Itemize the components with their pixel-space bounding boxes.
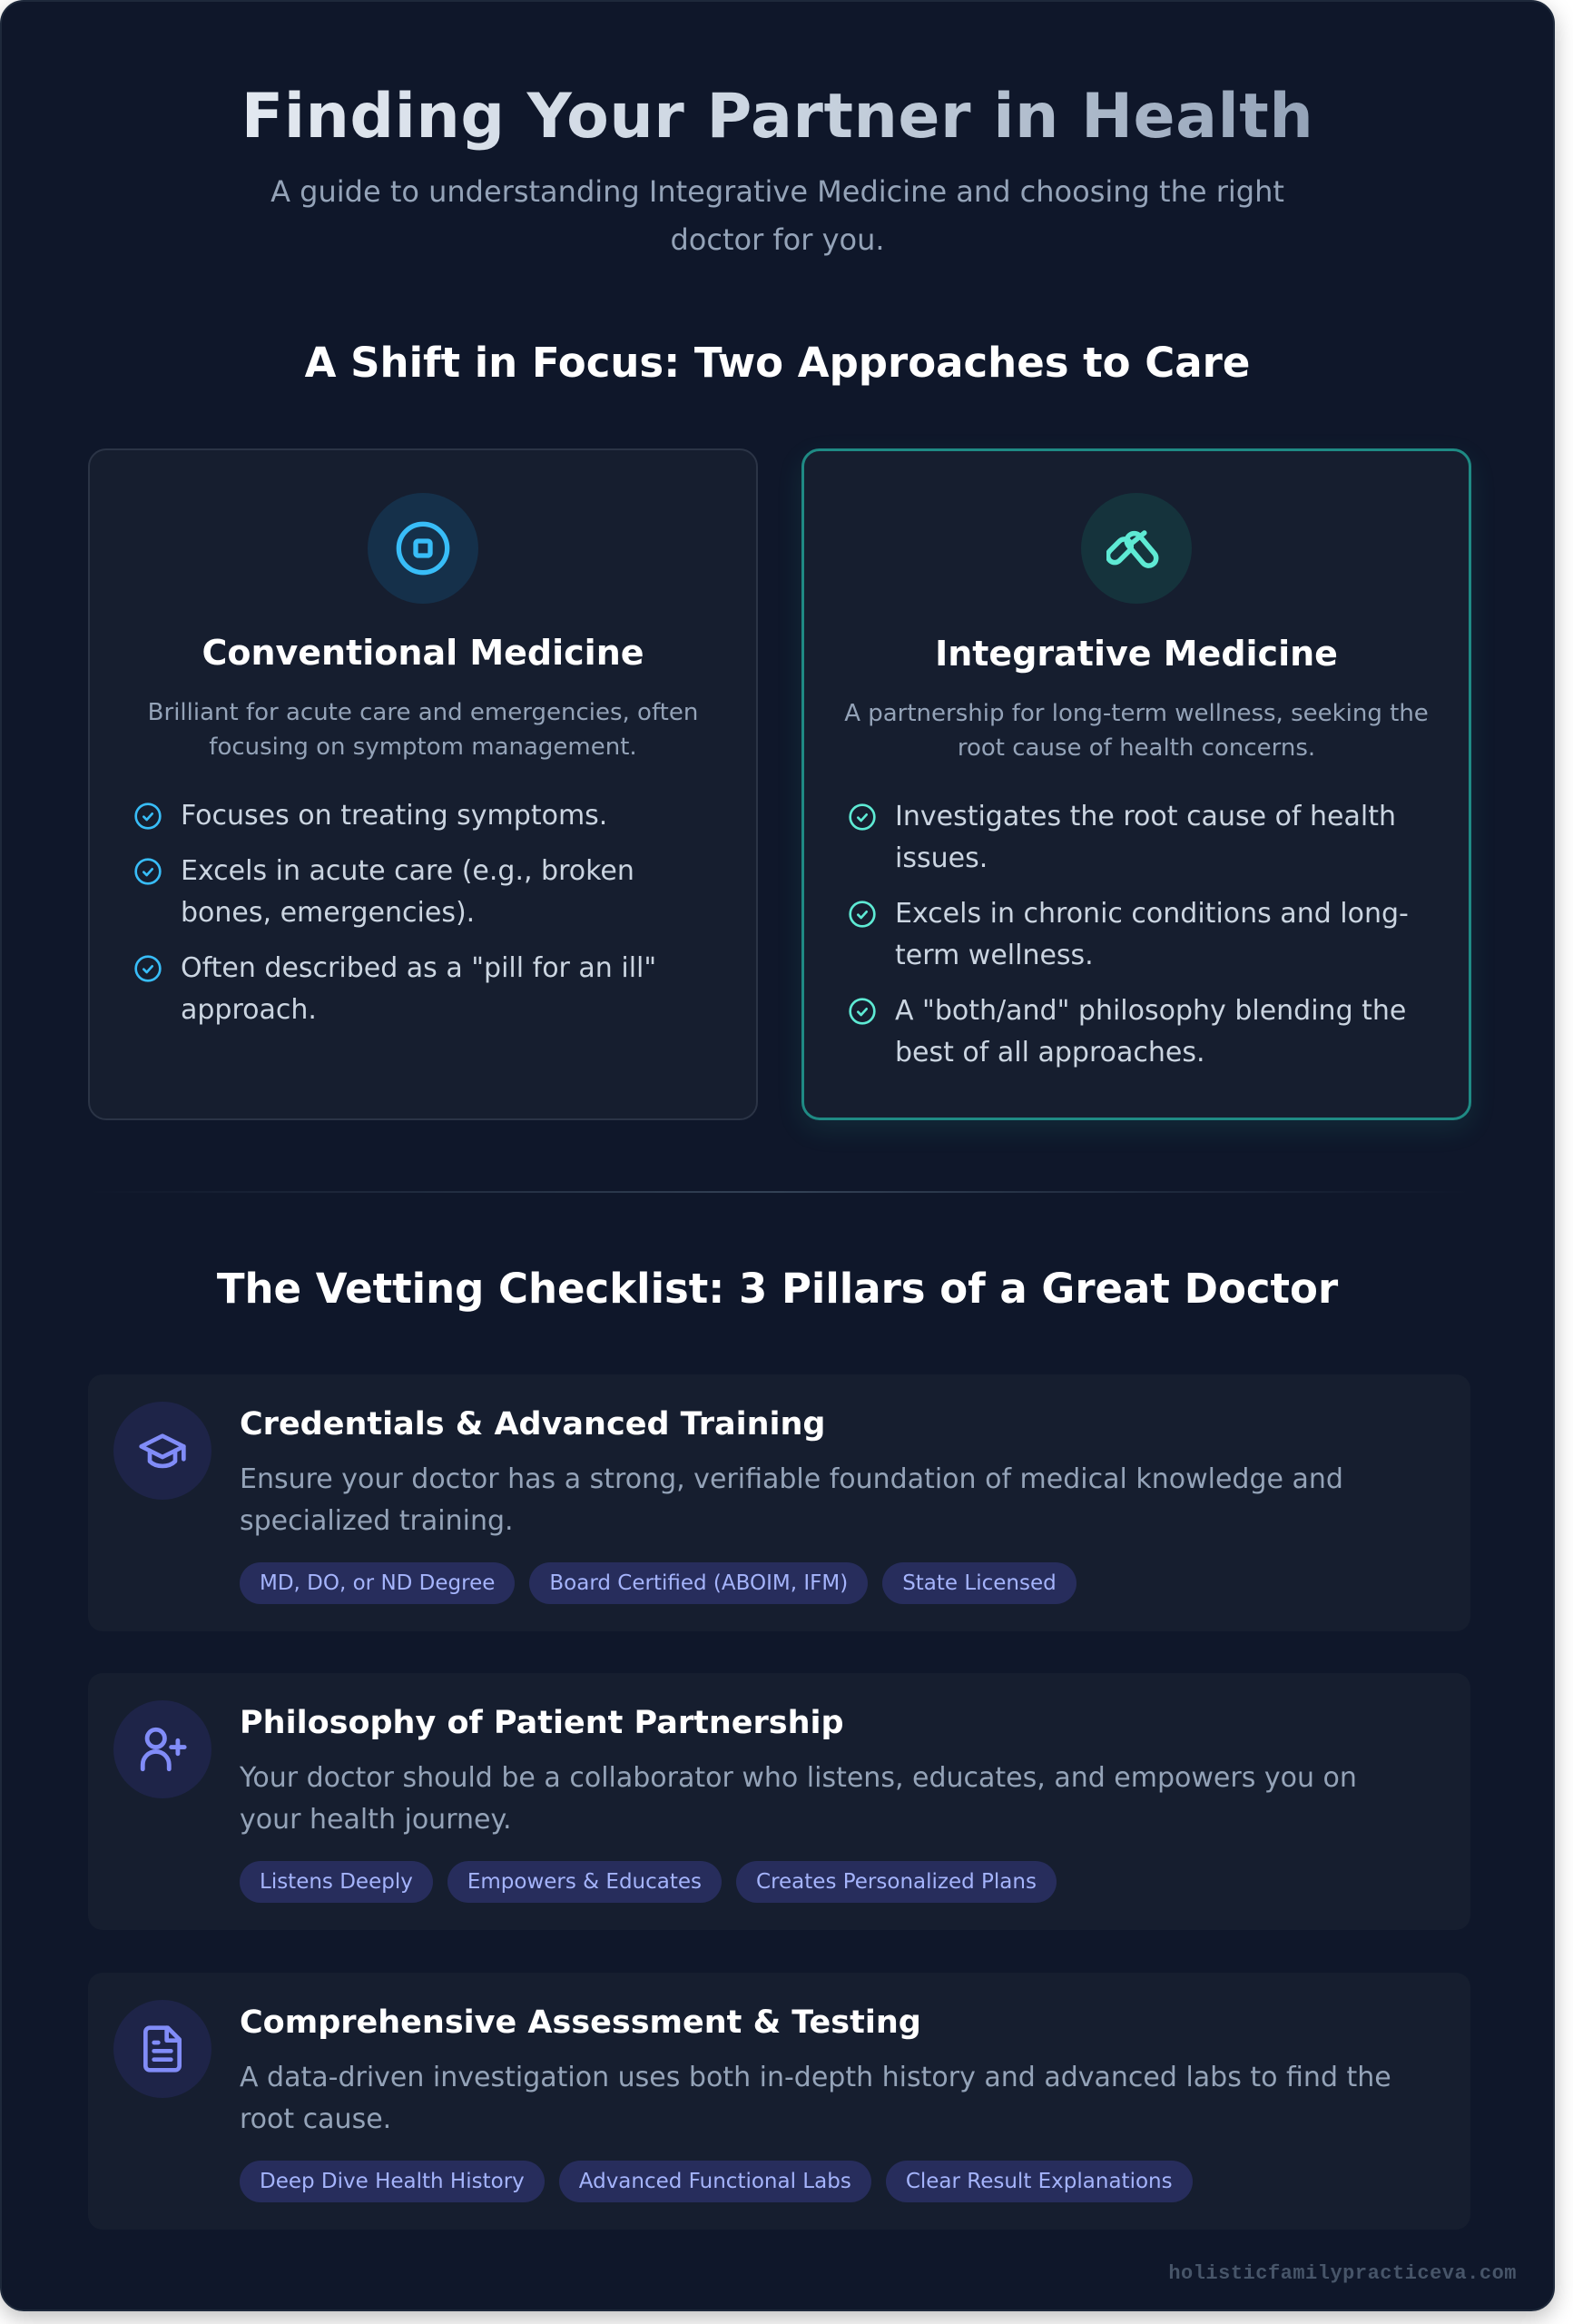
list-item (848, 990, 1432, 1074)
pillar-icon-badge (113, 2000, 211, 2098)
user-plus-icon (136, 1723, 189, 1776)
list-item-text: Excels in acute care (e.g., broken bones, emergencies). (181, 855, 634, 929)
file-text-icon (137, 2024, 188, 2074)
pillar-icon-badge (113, 1700, 211, 1798)
pillar-assessment (88, 1973, 1470, 2230)
stop-circle-icon (394, 519, 452, 577)
integrative-icon-badge (1081, 493, 1192, 604)
tag: Deep Dive Health History (240, 2161, 545, 2202)
comparison-heading: A Shift in Focus: Two Approaches to Care (304, 339, 1251, 387)
card-description: Brilliant for acute care and emergencies, often focusing on symptom management. (147, 699, 699, 761)
page-title (2, 76, 1553, 158)
list-item-text: Excels in chronic conditions and long-term wellness. (895, 898, 1409, 971)
conventional-medicine-card (88, 448, 758, 1120)
page-subtitle: A guide to understanding Integrative Medicine and choosing the right doctor for you. (270, 174, 1284, 257)
pillar-icon-badge (113, 1402, 211, 1500)
tag: MD, DO, or ND Degree (240, 1562, 515, 1604)
pillar-description: Your doctor should be a collaborator who listens, educates, and empowers you on your health journey. (240, 1762, 1357, 1836)
card-title: Integrative Medicine (935, 634, 1338, 674)
tag: Listens Deeply (240, 1861, 433, 1903)
card-description: A partnership for long-term wellness, seeking the root cause of health concerns. (844, 700, 1429, 762)
tag-list (240, 1861, 1057, 1903)
pillar-description: A data-driven investigation uses both in-depth history and advanced labs to find the root cause. (240, 2062, 1391, 2135)
tag: Board Certified (ABOIM, IFM) (529, 1562, 868, 1604)
tag: Creates Personalized Plans (736, 1861, 1057, 1903)
pillar-description: Ensure your doctor has a strong, verifiable foundation of medical knowledge and specialized training. (240, 1463, 1343, 1537)
tag: Advanced Functional Labs (559, 2161, 871, 2202)
tag: Clear Result Explanations (886, 2161, 1193, 2202)
card-title: Conventional Medicine (202, 633, 644, 673)
check-circle-icon (848, 900, 877, 929)
conventional-icon-badge (368, 493, 478, 604)
pillar-credentials (88, 1374, 1470, 1631)
tag-list (240, 1562, 1077, 1604)
footer-site-url: holisticfamilypracticeva.com (1168, 2262, 1517, 2285)
feature-list (133, 795, 720, 1045)
list-item (848, 893, 1432, 977)
section-divider (88, 1191, 1470, 1193)
list-item-text: Focuses on treating symptoms. (181, 800, 608, 832)
pillar-title: Credentials & Advanced Training (240, 1406, 826, 1443)
pillar-title: Comprehensive Assessment & Testing (240, 2004, 921, 2041)
checklist-heading: The Vetting Checklist: 3 Pillars of a Great Doctor (216, 1265, 1339, 1313)
pillar-title: Philosophy of Patient Partnership (240, 1705, 844, 1741)
check-circle-icon (133, 857, 162, 886)
page-title-text: Finding Your Partner in Health (241, 81, 1314, 153)
list-item (133, 795, 720, 837)
feature-list (848, 796, 1432, 1088)
tag: State Licensed (882, 1562, 1077, 1604)
integrative-medicine-card (801, 448, 1471, 1120)
list-item (848, 796, 1432, 880)
check-circle-icon (848, 997, 877, 1026)
pills-icon (1106, 518, 1166, 578)
list-item-text: A "both/and" philosophy blending the best of all approaches. (895, 995, 1407, 1068)
list-item-text: Often described as a "pill for an ill" approach. (181, 952, 657, 1026)
tag: Empowers & Educates (447, 1861, 722, 1903)
list-item (133, 851, 720, 934)
check-circle-icon (133, 802, 162, 831)
graduation-cap-icon (137, 1425, 188, 1476)
list-item (133, 948, 720, 1031)
pillar-partnership (88, 1673, 1470, 1930)
check-circle-icon (133, 954, 162, 983)
tag-list (240, 2161, 1193, 2202)
list-item-text: Investigates the root cause of health issues. (895, 801, 1396, 874)
check-circle-icon (848, 803, 877, 832)
